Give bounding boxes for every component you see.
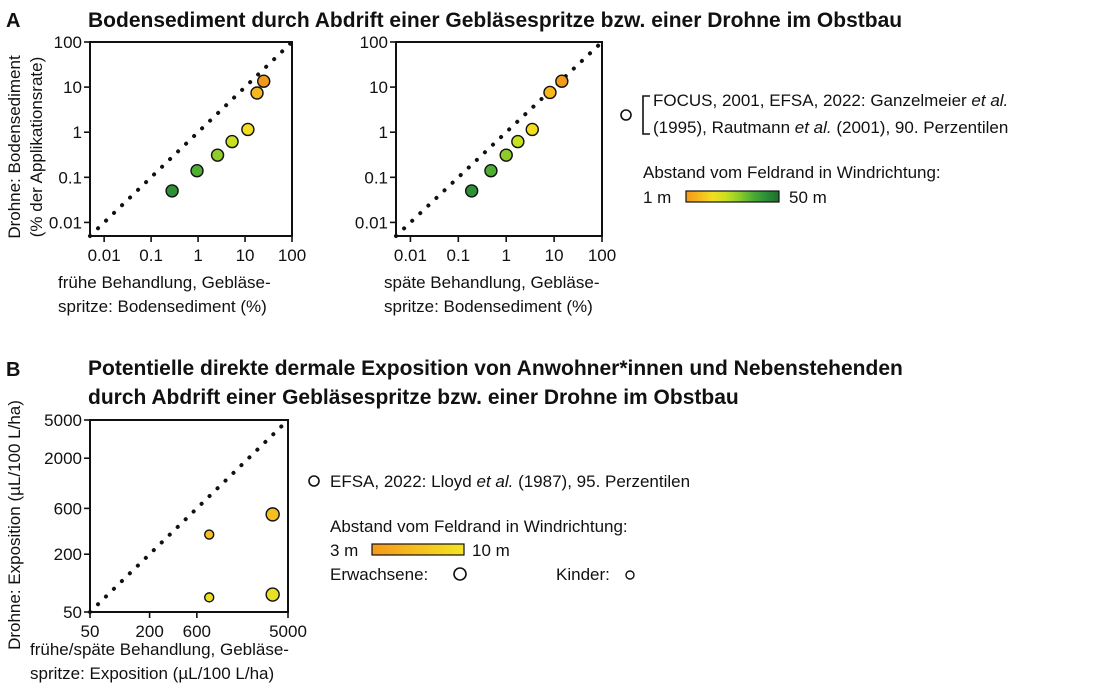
panel-a-ylabel-line2: (% der Applikationsrate) [27,56,46,238]
chart-b-data-point [266,588,279,601]
legend-b-adults-marker [454,568,466,580]
chart-b-xlabel-line2: spritze: Exposition (µL/100 L/ha) [30,664,275,683]
chart-a1-data-point [258,75,270,87]
legend-a-distance-title: Abstand vom Feldrand in Windrichtung: [643,163,941,182]
panel-b-ylabel: Drohne: Exposition (µL/100 L/ha) [5,400,24,650]
chart-b-y-tick-label: 50 [63,603,82,622]
chart-a2-y-tick-label: 0.1 [364,168,388,188]
chart-a1-y-tick-label: 10 [63,78,82,98]
chart-a1-y-tick-label: 0.1 [58,168,82,188]
panel-a-ylabel-line1: Drohne: Bodensediment [5,55,24,239]
chart-a1-data-point [212,149,224,161]
chart-a2-y-tick-label: 0.01 [354,213,388,233]
legend-a-source-line1: FOCUS, 2001, EFSA, 2022: Ganzelmeier et al. [653,91,1009,110]
chart-b-x-tick-label: 5000 [269,622,307,641]
panel-a-title: Bodensediment durch Abdrift einer Gebläsespritze bzw. einer Drohne im Obstbau [88,9,903,32]
chart-a1-x-tick-label: 1 [193,246,203,265]
panel-b-title-line2: durch Abdrift einer Gebläsespritze bzw. einer Drohne im Obstbau [88,386,739,409]
chart-a1-identity-line [90,42,292,236]
panel-b-legend [309,472,690,584]
legend-a-distance-min: 1 m [643,188,672,207]
legend-b-distance-max: 10 m [472,541,510,560]
chart-a1-xlabel-line1: frühe Behandlung, Gebläse- [58,273,271,292]
legend-b-source: EFSA, 2022: Lloyd et al. (1987), 95. Perzentilen [330,472,691,491]
panel-b-letter: B [6,359,21,381]
chart-a2-data-point [500,149,512,161]
legend-b-adults-label: Erwachsene: [330,565,429,584]
chart-a2-x-tick-label: 10 [544,246,564,265]
chart-a2-late-treatment [355,33,616,316]
chart-a1-x-tick-label: 100 [277,246,307,265]
chart-a2-data-point [466,185,478,197]
chart-a1-data-point [166,185,178,197]
chart-b-x-tick-label: 200 [135,622,164,641]
chart-b-data-point [205,530,214,539]
chart-a2-x-tick-label: 0.1 [446,246,471,265]
chart-a2-identity-line [396,42,602,236]
chart-a1-x-tick-label: 0.01 [87,246,121,265]
chart-b-data-point [205,593,214,602]
chart-a1-data-point [226,136,238,148]
legend-b-reference-marker [309,476,319,486]
panel-b-title-line1: Potentielle direkte dermale Exposition von Anwohner*innen und Nebenstehenden [88,357,903,380]
chart-b-exposure [30,411,307,683]
chart-a2-xlabel-line1: späte Behandlung, Gebläse- [384,273,600,292]
legend-b-color-gradient [372,544,464,555]
panel-a-letter: A [6,10,21,32]
chart-b-x-tick-label: 600 [182,622,212,641]
chart-a1-data-point [242,123,254,135]
chart-b-identity-line [90,420,288,612]
chart-a2-data-point [526,123,538,135]
chart-a2-y-tick-label: 1 [378,123,388,143]
chart-a1-early-treatment [49,33,306,316]
chart-b-y-tick-label: 200 [53,545,82,565]
legend-a-source-line2: (1995), Rautmann et al. (2001), 90. Perzentilen [653,118,1009,137]
chart-a2-data-point [485,165,497,177]
chart-a1-y-tick-label: 100 [53,33,82,52]
chart-a1-y-tick-label: 1 [72,123,82,143]
legend-b-children-label: Kinder: [556,565,610,584]
chart-a1-x-tick-label: 0.1 [139,246,163,265]
chart-a2-x-tick-label: 0.01 [393,246,427,265]
chart-a2-data-point [556,75,568,87]
chart-b-y-tick-label: 5000 [44,411,82,430]
chart-a1-y-tick-label: 0.01 [48,213,82,233]
legend-a-reference-marker [621,110,631,120]
chart-b-y-tick-label: 2000 [44,449,82,469]
legend-a-color-gradient [686,191,779,202]
chart-a1-data-point [191,165,203,177]
chart-a2-data-point [544,86,556,98]
legend-b-distance-title: Abstand vom Feldrand in Windrichtung: [330,517,628,536]
chart-b-y-tick-label: 600 [53,499,82,519]
chart-a2-y-tick-label: 100 [359,33,388,52]
chart-a2-xlabel-line2: spritze: Bodensediment (%) [384,297,593,316]
chart-b-xlabel-line1: frühe/späte Behandlung, Gebläse- [30,640,289,659]
chart-a2-x-tick-label: 100 [587,246,617,265]
chart-a2-data-point [512,136,524,148]
chart-a2-x-tick-label: 1 [501,246,511,265]
legend-b-children-marker [626,571,634,579]
chart-b-data-point [266,508,279,521]
chart-a1-data-point [251,87,263,99]
legend-b-distance-min: 3 m [330,541,359,560]
chart-a1-xlabel-line2: spritze: Bodensediment (%) [58,297,267,316]
chart-a2-y-tick-label: 10 [369,78,388,98]
chart-a1-plot-frame [90,42,292,236]
legend-a-bracket [643,96,650,134]
panel-a-legend [621,91,1008,207]
legend-a-distance-max: 50 m [789,188,827,207]
chart-a1-x-tick-label: 10 [235,246,255,265]
chart-b-x-tick-label: 50 [80,622,100,641]
